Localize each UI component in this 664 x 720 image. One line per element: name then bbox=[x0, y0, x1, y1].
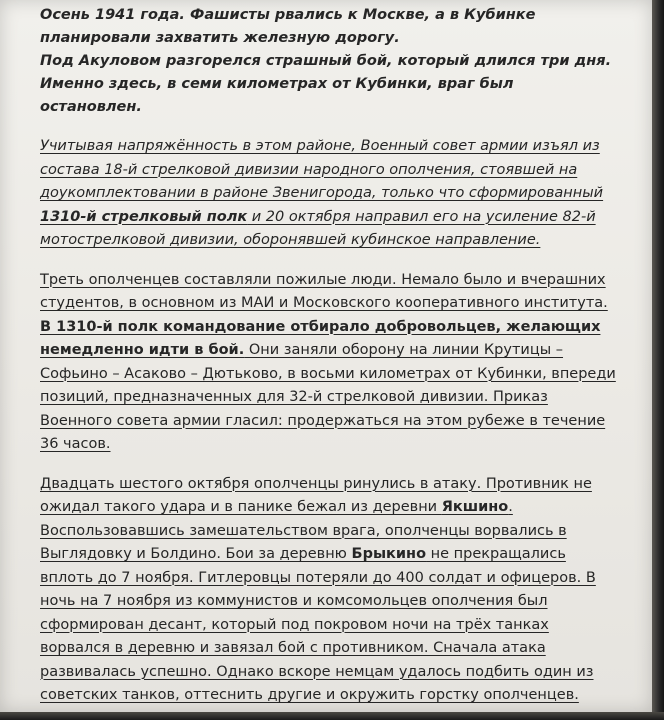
paragraph-militia bbox=[40, 269, 618, 457]
intro-line-2: Под Акуловом разгорелся страшный бой, который длился три дня. Именно здесь, в семи километрах от Кубинки, враг был остановлен. bbox=[40, 53, 612, 115]
article-body bbox=[40, 4, 618, 712]
intro-line-1: Осень 1941 года. Фашисты рвались к Москве, а в Кубинке планировали захватить железную дорогу. bbox=[40, 7, 536, 46]
quote-text-2: и 20 октября направил его на усиление 82-й мотострелковой дивизии, оборонявшей кубинское направление. bbox=[40, 208, 596, 248]
para3-text-3: не прекращались вплоть до 7 ноября. Гитлеровцы потеряли до 400 солдат и офицеров. В ночь на 7 ноября из коммунистов и комсомольцев ополчения был сформирован десант, который под покровом ночи на трёх танках ворвался в деревню и завязал бой с противником. Сначала атака развивалась успешно. Однако вскоре немцам удалось подбить один из советских танков, оттеснить другие и окружить горстку ополченцев. bbox=[40, 546, 596, 703]
para2-text-2: Они заняли оборону на линии Крутицы – Софьино – Асаково – Дютьково, в восьми километрах от Кубинки, впереди позиций, предназначенных для 32-й стрелковой дивизии. Приказ Военного совета армии гласил: продержаться на этом рубеже в течение 36 часов. bbox=[40, 342, 616, 452]
quote-text-1: Учитывая напряжённость в этом районе, Военный совет армии изъял из состава 18-й стрелковой дивизии народного ополчения, стоявшей на доукомплектовании в районе Звенигорода, только что сформированный bbox=[40, 138, 604, 201]
para2-text-1: Треть ополченцев составляли пожилые люди. Немало было и вчерашних студентов, в основном из МАИ и Московского кооперативного института. bbox=[40, 271, 608, 311]
para3-text-1: Двадцать шестого октября ополченцы ринулись в атаку. Противник не ожидал такого удара и в панике бежал из деревни bbox=[40, 475, 592, 515]
village-brykino: Брыкино bbox=[351, 546, 427, 562]
quote-bold-regiment: 1310-й стрелковый полк bbox=[40, 208, 248, 225]
village-yakshino: Якшино bbox=[441, 499, 509, 515]
paragraph-attack bbox=[40, 473, 618, 708]
screen-bezel-bottom bbox=[0, 712, 664, 720]
intro-block bbox=[40, 4, 618, 119]
para2-bold: В 1310-й полк командование отбирало добровольцев, желающих немедленно идти в бой. bbox=[40, 318, 601, 358]
para3-text-2: . Воспользовавшись замешательством врага, ополченцы ворвались в Выглядовку и Болдино. Бои за деревню bbox=[40, 499, 567, 562]
screen-bezel-right bbox=[652, 0, 664, 720]
quote-paragraph bbox=[40, 135, 618, 253]
